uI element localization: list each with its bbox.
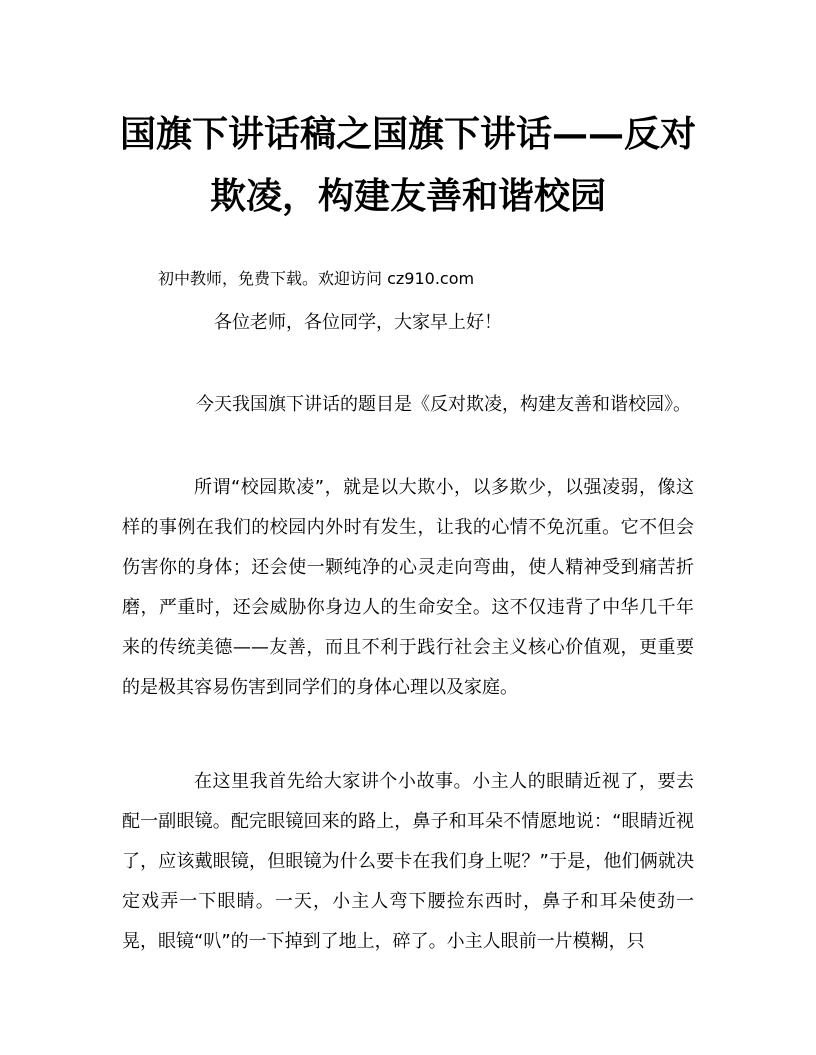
body-paragraph-2: 在这里我首先给大家讲个小故事。小主人的眼睛近视了，要去配一副眼镜。配完眼镜回来的路上，鼻子和耳朵不情愿地说：“眼睛近视了，应该戴眼镜，但眼镜为什么要卡在我们身上呢？”于是，他们俩就决定戏弄一下眼睛。一天，小主人弯下腰捡东西时，鼻子和耳朵使劲一晃，眼镜“叭”的一下掉到了地上，碎了。小主人眼前一片模糊，只 [122,771,694,952]
document-title-line-1: 国旗下讲话稿之国旗下讲话——反对 [119,113,696,155]
greeting-line: 各位老师，各位同学，大家早上好！ [214,312,502,333]
document-title-line-2: 欺凌，构建友善和谐校园 [209,175,606,217]
speech-topic-line: 今天我国旗下讲话的题目是《反对欺凌，构建友善和谐校园》。 [196,394,691,415]
body-paragraph-1: 所谓“校园欺凌”，就是以大欺小，以多欺少，以强凌弱，像这样的事例在我们的校园内外时有发生，让我的心情不免沉重。它不但会伤害你的身体；还会使一颗纯净的心灵走向弯曲，使人精神受到痛苦折磨，严重时，还会威胁你身边人的生命安全。这不仅违背了中华几千年来的传统美德——友善，而且不利于践行社会主义核心价值观，更重要的是极其容易伤害到同学们的身体心理以及家庭。 [122,477,694,698]
download-notice: 初中教师，免费下载。欢迎访问 cz910.com [158,269,475,288]
